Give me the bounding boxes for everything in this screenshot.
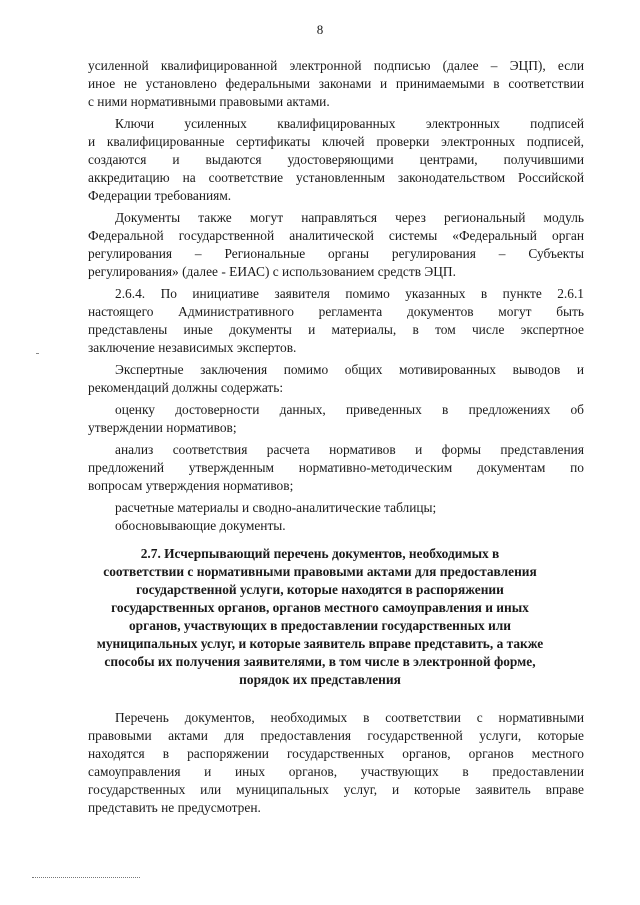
- paragraph-2-line-2: и квалифицированные сертификаты ключей проверки электронных подписей,: [88, 134, 584, 149]
- paragraph-2-line-5: Федерации требованиям.: [88, 188, 232, 203]
- margin-mark: [36, 353, 39, 354]
- paragraph-4-line-2: настоящего Административного регламента документов могут быть: [88, 304, 584, 319]
- paragraph-4-line-1: 2.6.4. По инициативе заявителя помимо указанных в пункте 2.6.1: [115, 286, 584, 301]
- paragraph-1-line-2: иное не установлено федеральными законами и принимаемыми в соответствии: [88, 76, 584, 91]
- paragraph-5-line-2: рекомендаций должны содержать:: [88, 380, 284, 395]
- list-item-4: обосновывающие документы.: [115, 518, 286, 533]
- list-item-1-line-1: оценку достоверности данных, приведенных в предложениях об: [115, 402, 584, 417]
- paragraph-6-line-3: находятся в распоряжении государственных органов, органов местного: [88, 746, 584, 761]
- paragraph-1-line-1: усиленной квалифицированной электронной подписью (далее – ЭЦП), если: [88, 58, 584, 73]
- page-number: 8: [316, 22, 324, 37]
- section-heading-line-8: порядок их представления: [239, 672, 401, 687]
- paragraph-4-line-4: заключение независимых экспертов.: [88, 340, 297, 355]
- paragraph-1-line-3: с ними нормативными правовыми актами.: [88, 94, 330, 109]
- paragraph-2-line-3: создаются и выдаются удостоверяющими центрами, получившими: [88, 152, 584, 167]
- list-item-2-line-2: предложений утвержденным нормативно-методическим документам по: [88, 460, 584, 475]
- section-heading-line-2: соответствии с нормативными правовыми актами для предоставления: [103, 564, 537, 579]
- paragraph-3-line-3: регулирования – Региональные органы регулирования – Субъекты: [88, 246, 584, 261]
- paragraph-5-line-1: Экспертные заключения помимо общих мотивированных выводов и: [115, 362, 584, 377]
- section-heading-line-4: государственных органов, органов местного самоуправления и иных: [111, 600, 529, 615]
- footnote-rule: [32, 877, 140, 878]
- paragraph-6-line-4: самоуправления и иных органов, участвующих в предоставлении: [88, 764, 584, 779]
- paragraph-6-line-2: правовыми актами для предоставления государственной услуги, которые: [88, 728, 584, 743]
- paragraph-6-line-6: представить не предусмотрен.: [88, 800, 261, 815]
- paragraph-3-line-1: Документы также могут направляться через региональный модуль: [115, 210, 584, 225]
- paragraph-4-line-3: представлены иные документы и материалы, в том числе экспертное: [88, 322, 584, 337]
- list-item-2-line-1: анализ соответствия расчета нормативов и формы представления: [115, 442, 584, 457]
- list-item-2-line-3: вопросам утверждения нормативов;: [88, 478, 294, 493]
- paragraph-3-line-4: регулирования» (далее - ЕИАС) с использованием средств ЭЦП.: [88, 264, 456, 279]
- paragraph-3-line-2: Федеральной государственной аналитической системы «Федеральный орган: [88, 228, 584, 243]
- paragraph-2-line-4: аккредитацию на соответствие установленным законодательством Российской: [88, 170, 584, 185]
- paragraph-6-line-1: Перечень документов, необходимых в соответствии с нормативными: [115, 710, 584, 725]
- section-heading-line-6: муниципальных услуг, и которые заявитель вправе представить, а также: [96, 636, 544, 651]
- paragraph-2-line-1: Ключи усиленных квалифицированных электронных подписей: [115, 116, 584, 131]
- section-heading-line-1: 2.7. Исчерпывающий перечень документов, необходимых в: [140, 546, 500, 561]
- section-heading-line-5: органов, участвующих в предоставлении государственных или: [128, 618, 512, 633]
- list-item-3: расчетные материалы и сводно-аналитические таблицы;: [115, 500, 437, 515]
- list-item-1-line-2: утверждении нормативов;: [88, 420, 237, 435]
- section-heading-line-7: способы их получения заявителями, в том числе в электронной форме,: [104, 654, 536, 669]
- section-heading-line-3: государственной услуги, которые находятся в распоряжении: [136, 582, 504, 597]
- paragraph-6-line-5: государственных или муниципальных услуг, и которые заявитель вправе: [88, 782, 584, 797]
